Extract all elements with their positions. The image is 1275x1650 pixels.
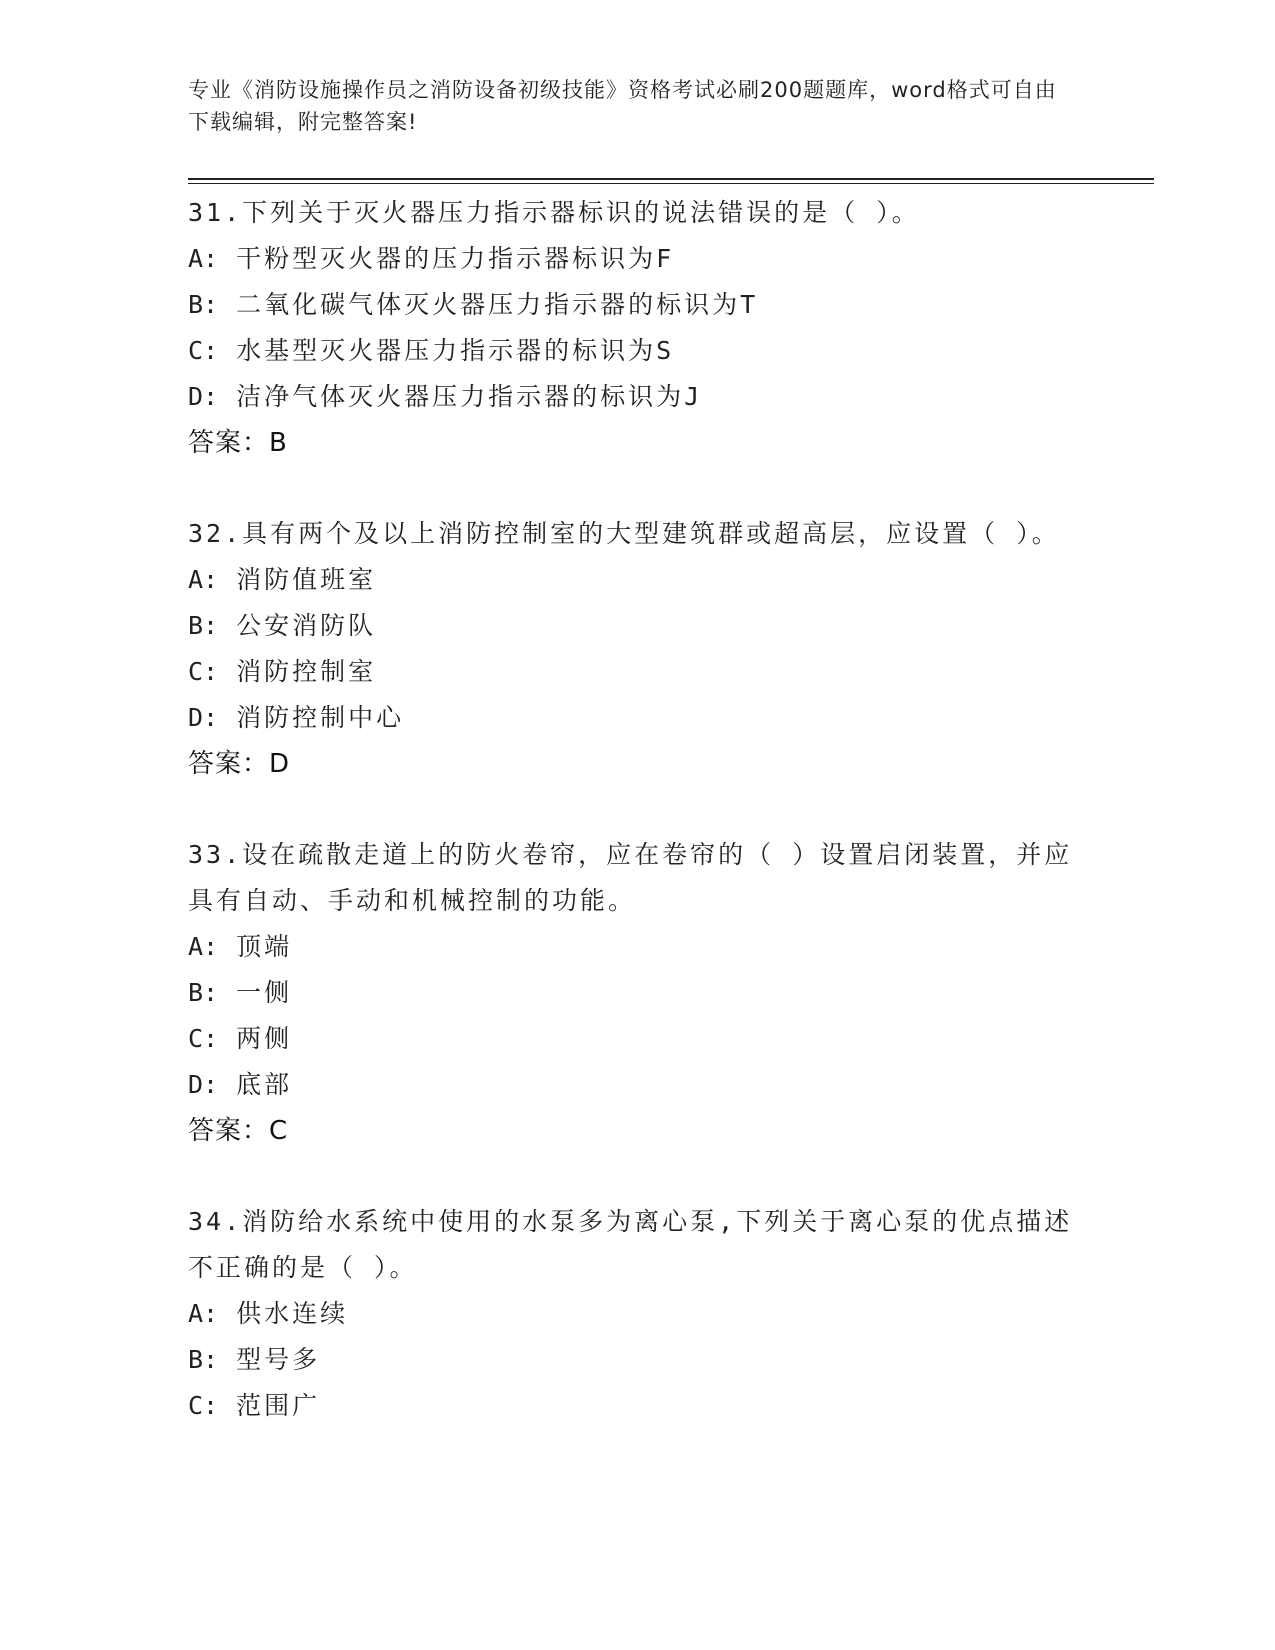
option-a: A: 供水连续 <box>188 1299 349 1328</box>
question-stem: 34.消防给水系统中使用的水泵多为离心泵,下列关于离心泵的优点描述不正确的是（ ）。 <box>188 1207 1073 1282</box>
header-rule-thin <box>188 183 1154 184</box>
question-33 <box>188 832 1088 1154</box>
option-c: C: 两侧 <box>188 1024 293 1053</box>
option-b: B: 二氧化碳气体灭火器压力指示器的标识为T <box>188 290 759 319</box>
question-stem: 33.设在疏散走道上的防火卷帘，应在卷帘的（ ）设置启闭装置，并应具有自动、手动和机械控制的功能。 <box>188 840 1073 915</box>
question-31 <box>188 190 1088 466</box>
option-d: D: 洁净气体灭火器压力指示器的标识为J <box>188 382 703 411</box>
option-a: A: 干粉型灭火器的压力指示器标识为F <box>188 244 675 273</box>
question-34 <box>188 1199 1088 1429</box>
option-b: B: 公安消防队 <box>188 611 377 640</box>
option-c: C: 水基型灭火器压力指示器的标识为S <box>188 336 675 365</box>
option-b: B: 型号多 <box>188 1345 321 1374</box>
document-header: 专业《消防设施操作员之消防设备初级技能》资格考试必刷200题题库，word格式可自由下载编辑，附完整答案! <box>188 78 1057 134</box>
option-c: C: 消防控制室 <box>188 657 377 686</box>
answer-label: 答案：C <box>188 1116 289 1146</box>
question-32 <box>188 511 1088 787</box>
option-c: C: 范围广 <box>188 1391 321 1420</box>
option-a: A: 顶端 <box>188 932 293 961</box>
header-rule-thick <box>188 178 1154 180</box>
question-stem: 31.下列关于灭火器压力指示器标识的说法错误的是（ ）。 <box>188 198 920 227</box>
option-b: B: 一侧 <box>188 978 293 1007</box>
question-stem: 32.具有两个及以上消防控制室的大型建筑群或超高层，应设置（ ）。 <box>188 519 1060 548</box>
option-d: D: 消防控制中心 <box>188 703 405 732</box>
answer-label: 答案：B <box>188 428 288 458</box>
option-d: D: 底部 <box>188 1070 293 1099</box>
answer-label: 答案：D <box>188 749 291 779</box>
option-a: A: 消防值班室 <box>188 565 377 594</box>
question-list <box>188 190 1088 1474</box>
